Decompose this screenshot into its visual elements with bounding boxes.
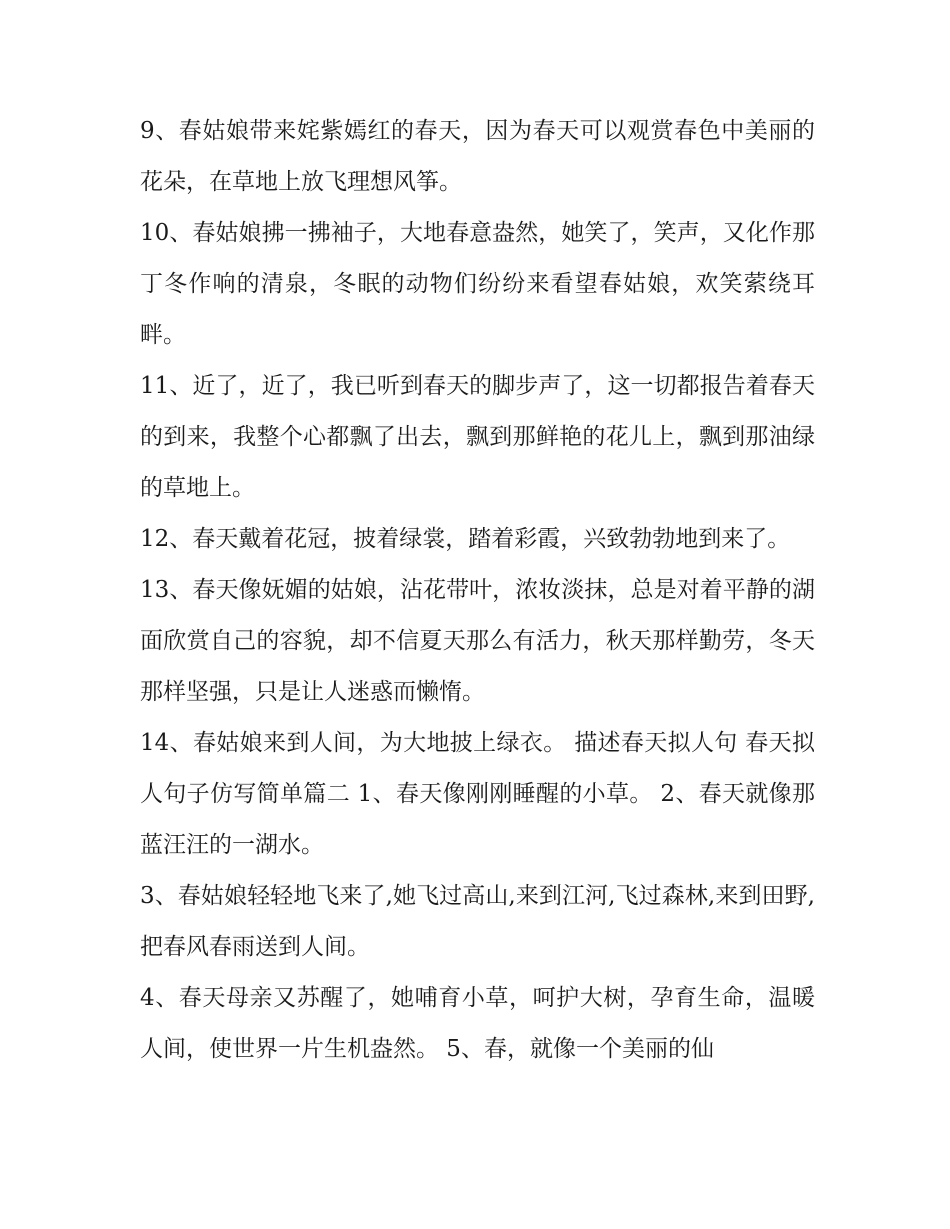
- paragraph-13: 13、春天像妩媚的姑娘，沾花带叶，浓妆淡抹，总是对着平静的湖面欣赏自己的容貌，却不信夏天那么有活力，秋天那样勤劳，冬天那样坚强，只是让人迷惑而懒惰。: [140, 577, 815, 705]
- paragraph-14: 14、春姑娘来到人间，为大地披上绿衣。 描述春天拟人句 春天拟人句子仿写简单篇二 1、春天像刚刚睡醒的小草。 2、春天就像那蓝汪汪的一湖水。: [140, 730, 815, 858]
- paragraph-3: 3、春姑娘轻轻地飞来了,她飞过高山,来到江河,飞过森林,来到田野,把春风春雨送到人间。: [140, 883, 815, 960]
- text-column: [140, 106, 815, 1075]
- paragraph-10: 10、春姑娘拂一拂袖子，大地春意盎然，她笑了，笑声，又化作那丁冬作响的清泉，冬眠的动物们纷纷来看望春姑娘，欢笑萦绕耳畔。: [140, 220, 815, 348]
- paragraph-11: 11、近了，近了，我已听到春天的脚步声了，这一切都报告着春天的到来，我整个心都飘了出去，飘到那鲜艳的花儿上，飘到那油绿的草地上。: [140, 373, 815, 501]
- paragraph-4: 4、春天母亲又苏醒了，她哺育小草，呵护大树，孕育生命，温暖人间，使世界一片生机盎然。 5、春，就像一个美丽的仙: [140, 985, 815, 1062]
- paragraph-12: 12、春天戴着花冠，披着绿裳，踏着彩霞，兴致勃勃地到来了。: [140, 526, 791, 552]
- paragraph-9: 9、春姑娘带来姹紫嫣红的春天，因为春天可以观赏春色中美丽的花朵，在草地上放飞理想风筝。: [140, 118, 815, 195]
